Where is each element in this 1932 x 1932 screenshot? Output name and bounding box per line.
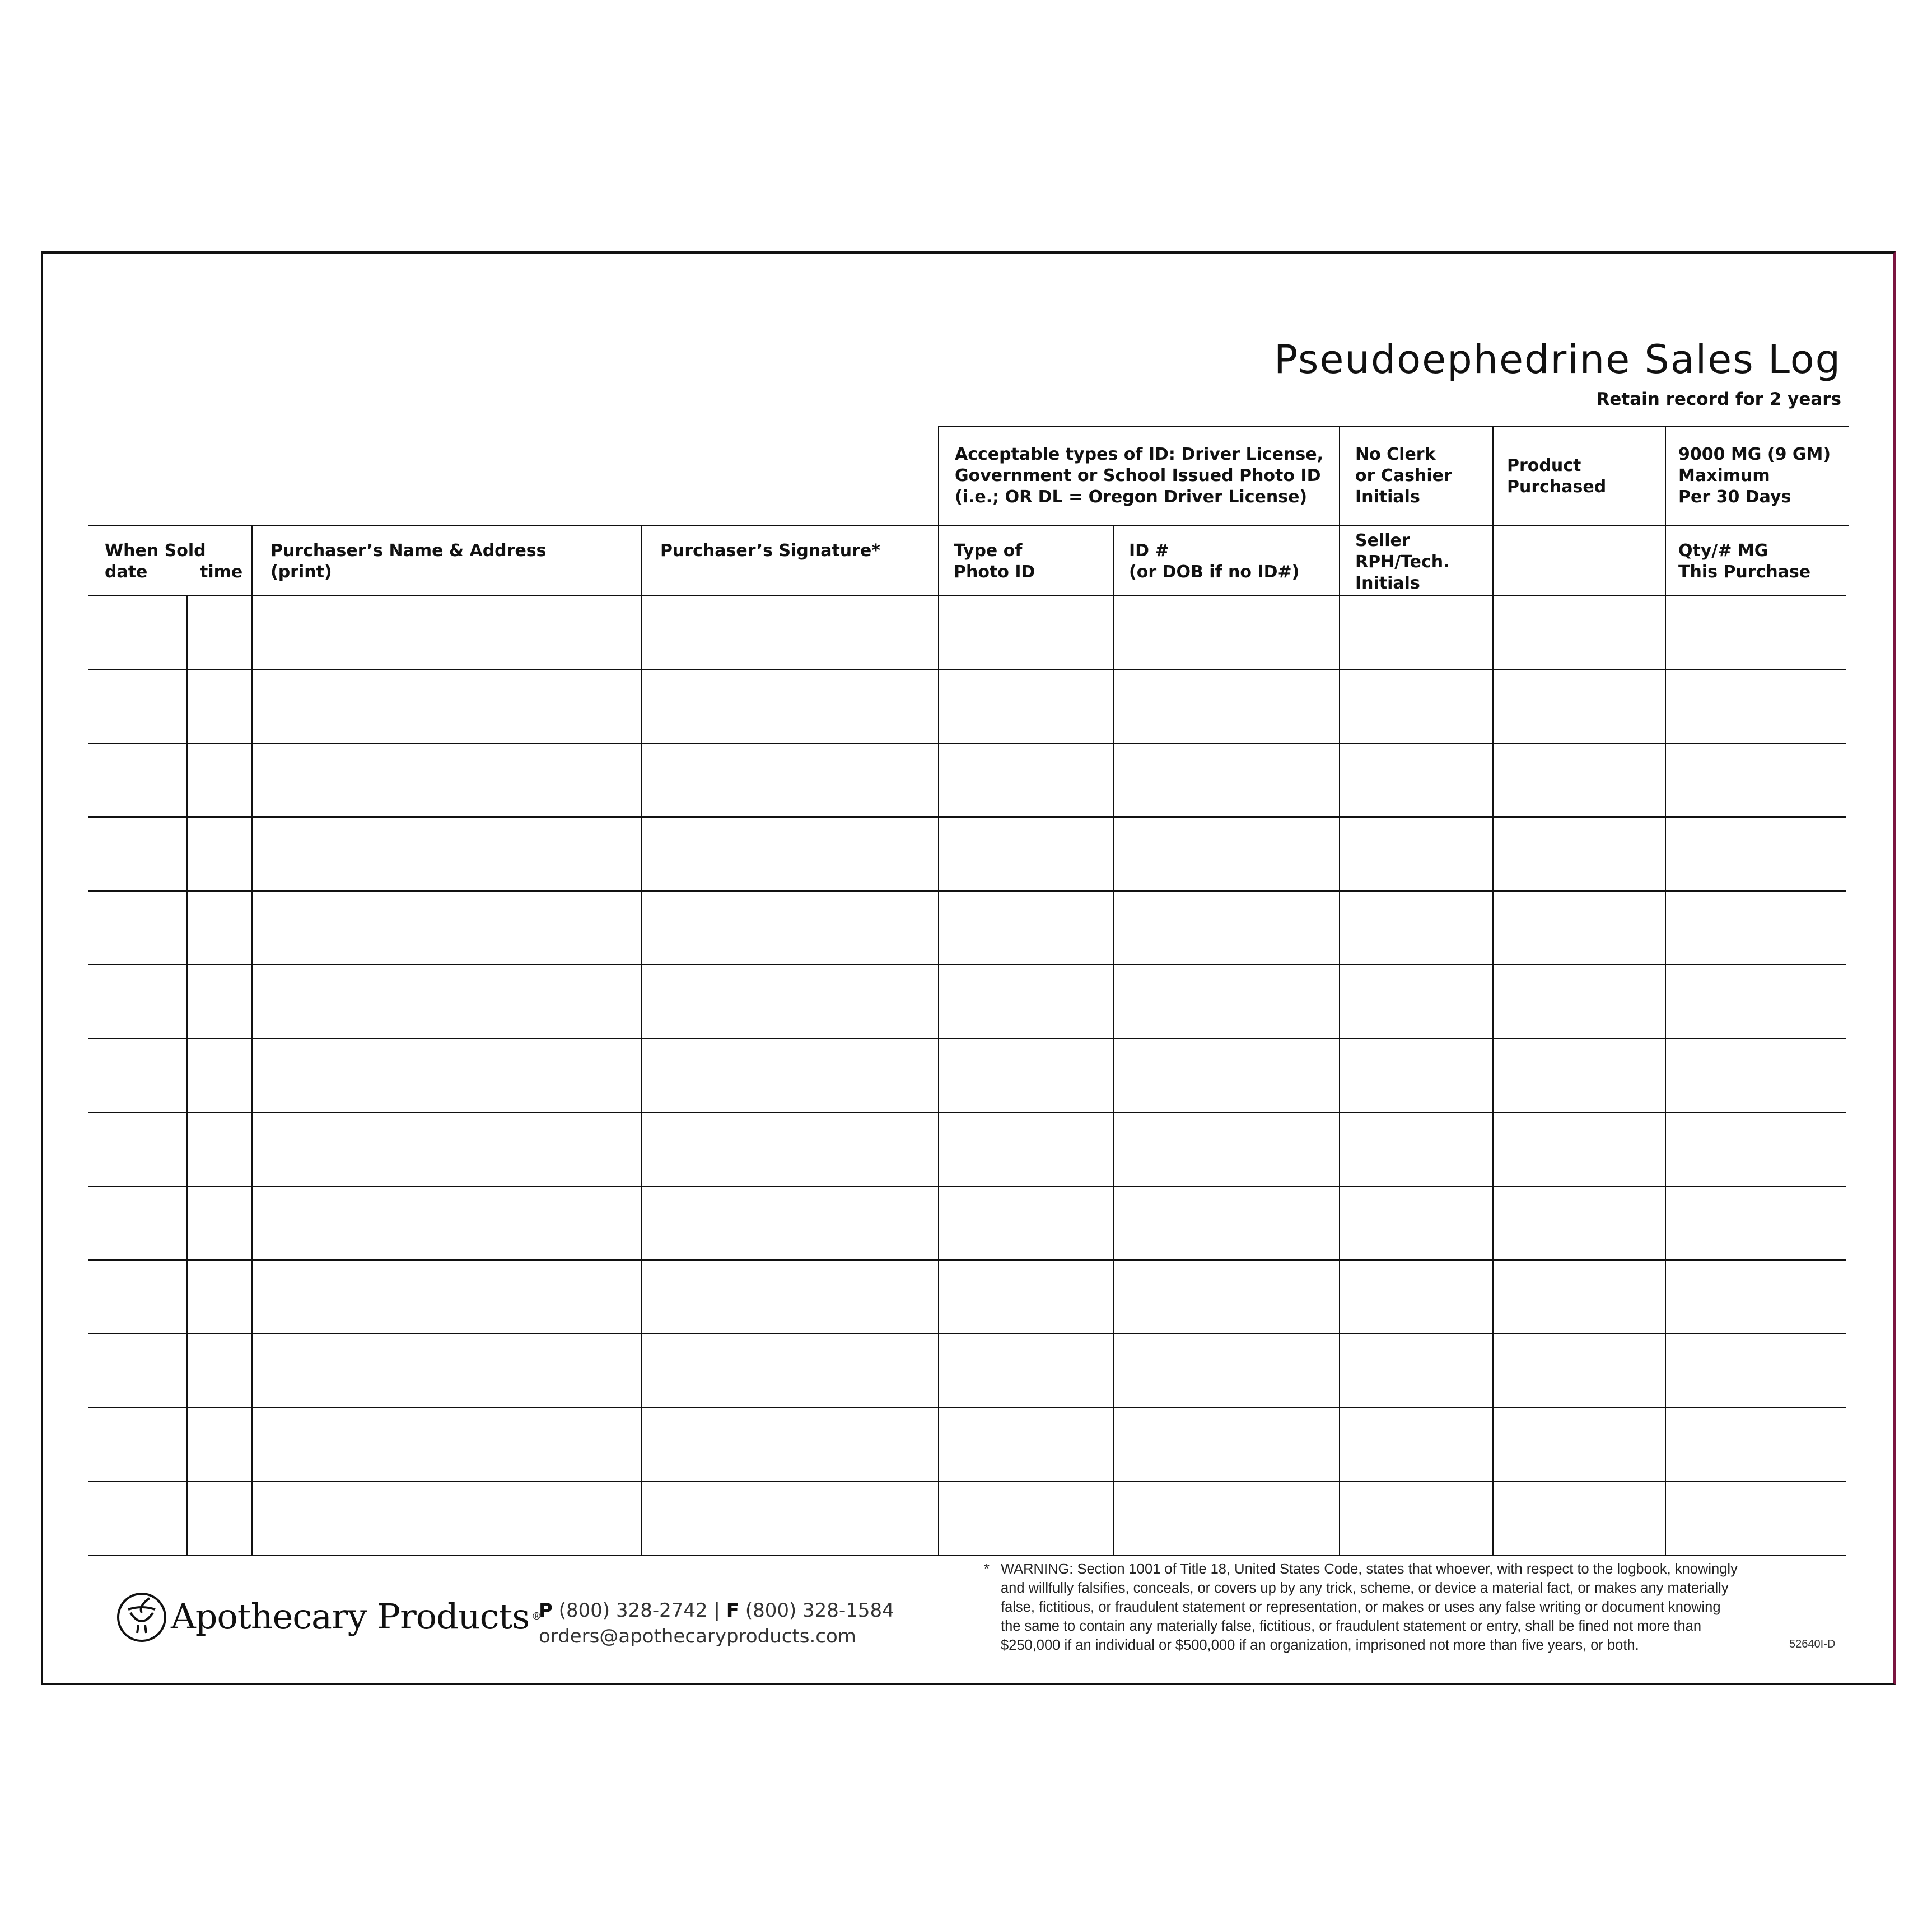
fax-label: F xyxy=(726,1599,739,1622)
no-clerk-header: No Clerk or Cashier Initials xyxy=(1355,445,1452,507)
warning-line: and willfully falsifies, conceals, or covers up by any trick, scheme, or device a material fact, or makes any materially xyxy=(1001,1580,1729,1596)
purchaser-name-header: Purchaser’s Name & Address (print) xyxy=(270,541,547,582)
form-subtitle: Retain record for 2 years xyxy=(1596,389,1841,409)
header-divider xyxy=(1113,525,1114,595)
table-row[interactable] xyxy=(88,890,1846,892)
photo-id-type-header: Type of Photo ID xyxy=(954,541,1035,582)
warning-line: the same to contain any materially false, fictitious, or fraudulent statement or entry, shall be fined not more than xyxy=(1001,1618,1702,1634)
product-header: Product Purchased xyxy=(1507,456,1607,497)
table-row[interactable] xyxy=(88,1407,1846,1408)
registered-mark: ® xyxy=(531,1610,542,1622)
table-row[interactable] xyxy=(88,1112,1846,1113)
table-row[interactable] xyxy=(88,1481,1846,1482)
qty-header: Qty/# MG This Purchase xyxy=(1678,541,1811,582)
purchaser-signature-header: Purchaser’s Signature* xyxy=(660,541,880,561)
apothecary-products-logo xyxy=(116,1585,542,1647)
mortar-pestle-icon xyxy=(116,1588,167,1644)
brand-name: Apothecary Products xyxy=(171,1595,530,1637)
header-divider xyxy=(251,525,253,595)
column-divider xyxy=(1113,595,1114,1555)
legal-warning xyxy=(984,1560,1858,1655)
form-title: Pseudoephedrine Sales Log xyxy=(1273,337,1841,382)
warning-line: WARNING: Section 1001 of Title 18, United States Code, states that whoever, with respect to the logbook, knowingly xyxy=(1001,1561,1738,1577)
warning-line: $250,000 if an individual or $500,000 if an organization, imprisoned not more than five years, or both. xyxy=(1001,1637,1639,1653)
id-number-header: ID # (or DOB if no ID#) xyxy=(1129,541,1300,582)
header-divider xyxy=(1492,426,1494,595)
separator: | xyxy=(713,1599,720,1622)
column-divider-date-time xyxy=(186,595,188,1555)
column-divider xyxy=(1492,595,1494,1555)
table-row[interactable] xyxy=(88,1333,1846,1334)
table-row[interactable] xyxy=(88,816,1846,818)
phone-number: (800) 328-2742 xyxy=(558,1599,708,1622)
fax-number: (800) 328-1584 xyxy=(745,1599,894,1622)
sales-log-sheet xyxy=(41,251,1896,1685)
phone-label: P xyxy=(539,1599,553,1622)
table-row[interactable] xyxy=(88,1555,1846,1556)
time-header: time xyxy=(200,562,243,582)
date-header: date xyxy=(105,562,148,582)
table-row[interactable] xyxy=(88,669,1846,670)
column-header-bottom-rule xyxy=(88,595,1846,596)
column-divider xyxy=(1339,595,1340,1555)
table-row[interactable] xyxy=(88,1186,1846,1187)
header-divider xyxy=(1339,426,1340,595)
table-row[interactable] xyxy=(88,743,1846,744)
phone-fax-line xyxy=(539,1598,894,1623)
header-divider xyxy=(641,525,642,595)
email-address[interactable]: orders@apothecaryproducts.com xyxy=(539,1625,856,1648)
seller-initials-header: Seller RPH/Tech. Initials xyxy=(1355,531,1450,593)
column-header-top-rule xyxy=(88,525,1849,526)
column-divider xyxy=(938,595,939,1555)
form-code: 52640I-D xyxy=(1789,1638,1836,1650)
table-row[interactable] xyxy=(88,1038,1846,1039)
header-divider xyxy=(1665,426,1666,595)
column-divider xyxy=(1665,595,1666,1555)
when-sold-header: When Sold xyxy=(105,541,206,561)
table-row[interactable] xyxy=(88,1259,1846,1261)
warning-asterisk: * xyxy=(984,1561,990,1577)
column-divider xyxy=(251,595,253,1555)
acceptable-id-header: Acceptable types of ID: Driver License, Government or School Issued Photo ID (i.e.; OR DL = Oregon Driver License) xyxy=(955,445,1323,507)
column-divider xyxy=(641,595,642,1555)
table-row[interactable] xyxy=(88,964,1846,965)
header-divider xyxy=(938,426,939,595)
warning-line: false, fictitious, or fraudulent statement or representation, or makes or uses any false writing or document knowing xyxy=(1001,1599,1721,1615)
limit-header: 9000 MG (9 GM) Maximum Per 30 Days xyxy=(1678,445,1831,507)
contact-info xyxy=(539,1598,894,1649)
group-header-top-rule xyxy=(938,426,1849,427)
